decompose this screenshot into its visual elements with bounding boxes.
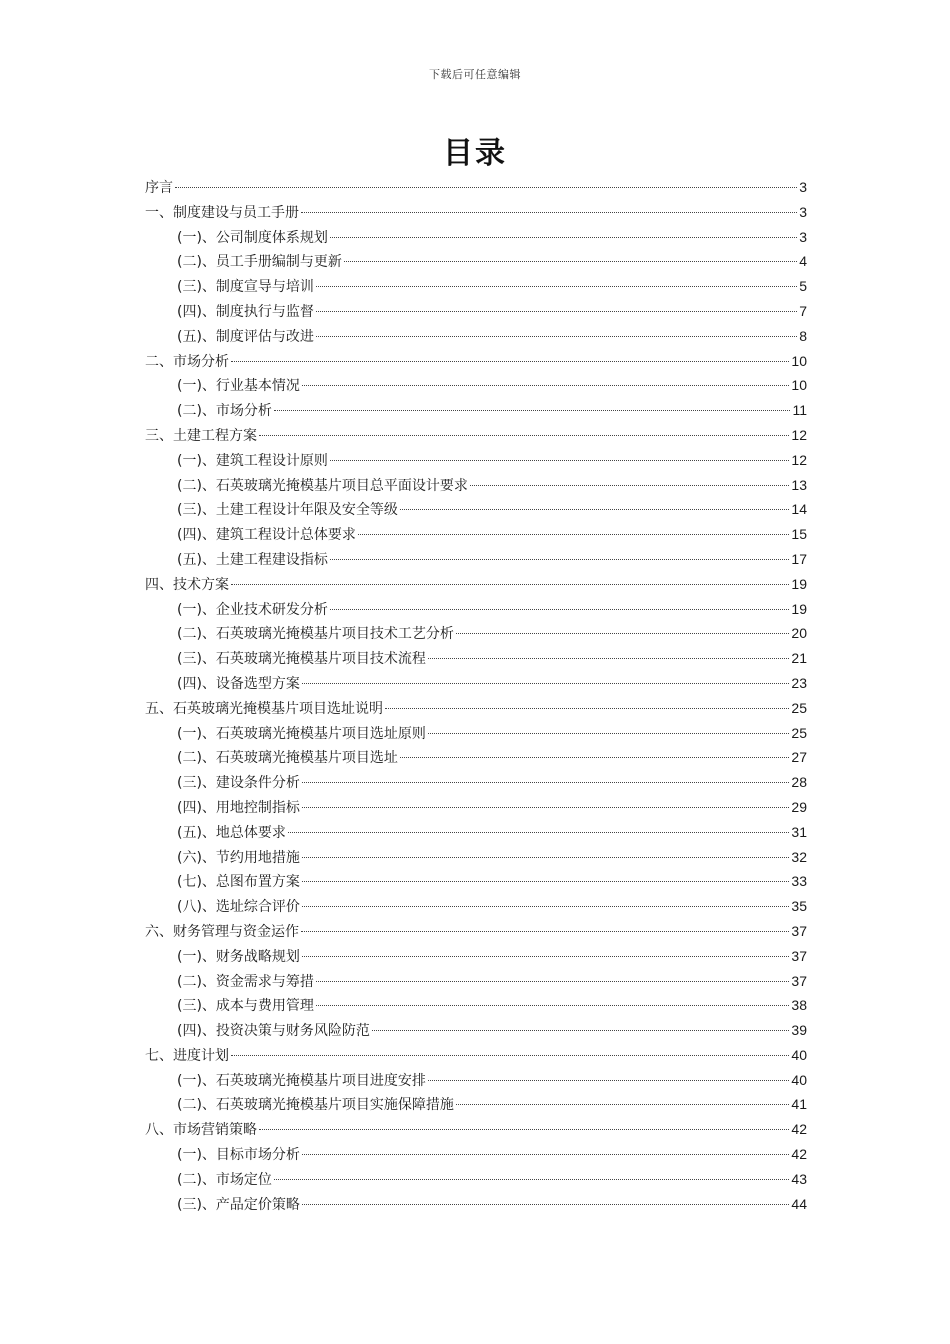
- toc-entry-label: (二)、市场定位: [177, 1171, 272, 1188]
- toc-entry-label: (三)、成本与费用管理: [177, 998, 314, 1015]
- toc-section-entry[interactable]: [145, 820, 807, 845]
- toc-entry-page-number: 41: [791, 1096, 807, 1113]
- toc-entry-label: (八)、选址综合评价: [177, 899, 300, 916]
- toc-entry-label: 八、市场营销策略: [145, 1122, 257, 1139]
- toc-dot-leader: [302, 1154, 789, 1155]
- toc-entry-page-number: 35: [791, 898, 807, 915]
- toc-entry-page-number: 3: [799, 203, 807, 220]
- toc-dot-leader: [302, 385, 789, 386]
- toc-section-entry[interactable]: [145, 869, 807, 894]
- toc-entry-page-number: 33: [791, 873, 807, 890]
- toc-entry-label: (一)、目标市场分析: [177, 1147, 300, 1164]
- toc-section-entry[interactable]: [145, 721, 807, 746]
- toc-chapter-entry[interactable]: [145, 175, 807, 200]
- toc-dot-leader: [231, 1055, 789, 1056]
- toc-entry-page-number: 3: [799, 179, 807, 195]
- toc-dot-leader: [470, 485, 789, 486]
- toc-dot-leader: [428, 1080, 789, 1081]
- toc-entry-page-number: 19: [791, 600, 807, 617]
- toc-entry-page-number: 29: [791, 798, 807, 815]
- toc-dot-leader: [316, 981, 789, 982]
- toc-section-entry[interactable]: [145, 745, 807, 770]
- toc-entry-page-number: 3: [799, 228, 807, 245]
- toc-entry-label: (二)、石英玻璃光掩模基片项目技术工艺分析: [177, 626, 454, 643]
- toc-entry-page-number: 37: [791, 972, 807, 989]
- toc-entry-page-number: 44: [791, 1195, 807, 1212]
- toc-section-entry[interactable]: [145, 597, 807, 622]
- toc-entry-label: (五)、制度评估与改进: [177, 328, 314, 345]
- toc-section-entry[interactable]: [145, 274, 807, 299]
- toc-entry-page-number: 32: [791, 848, 807, 865]
- toc-entry-label: (三)、土建工程设计年限及安全等级: [177, 502, 398, 519]
- toc-dot-leader: [259, 435, 789, 436]
- toc-entry-page-number: 10: [791, 377, 807, 394]
- toc-section-entry[interactable]: [145, 969, 807, 994]
- toc-entry-page-number: 15: [791, 526, 807, 543]
- toc-entry-label: (六)、节约用地措施: [177, 849, 300, 866]
- toc-entry-page-number: 13: [791, 476, 807, 493]
- toc-section-entry[interactable]: [145, 497, 807, 522]
- toc-entry-page-number: 20: [791, 625, 807, 642]
- toc-dot-leader: [302, 857, 789, 858]
- toc-entry-page-number: 25: [791, 724, 807, 741]
- toc-entry-page-number: 40: [791, 1046, 807, 1063]
- toc-dot-leader: [428, 658, 789, 659]
- toc-entry-label: (一)、石英玻璃光掩模基片项目选址原则: [177, 725, 426, 742]
- toc-entry-page-number: 4: [799, 253, 807, 270]
- toc-entry-label: (三)、产品定价策略: [177, 1196, 300, 1213]
- toc-entry-label: (二)、员工手册编制与更新: [177, 254, 342, 271]
- toc-entry-page-number: 28: [791, 774, 807, 791]
- toc-dot-leader: [274, 410, 791, 411]
- toc-dot-leader: [385, 708, 789, 709]
- toc-entry-label: 七、进度计划: [145, 1047, 229, 1064]
- toc-entry-label: (三)、石英玻璃光掩模基片项目技术流程: [177, 651, 426, 668]
- toc-dot-leader: [302, 881, 789, 882]
- toc-section-entry[interactable]: [145, 547, 807, 572]
- toc-entry-label: (三)、建设条件分析: [177, 775, 300, 792]
- toc-chapter-entry[interactable]: [145, 1043, 807, 1068]
- toc-section-entry[interactable]: [145, 324, 807, 349]
- toc-section-entry[interactable]: [145, 894, 807, 919]
- toc-entry-label: (五)、土建工程建设指标: [177, 551, 328, 568]
- toc-entry-page-number: 5: [799, 278, 807, 295]
- toc-dot-leader: [302, 782, 789, 783]
- toc-section-entry[interactable]: [145, 473, 807, 498]
- toc-entry-label: (二)、石英玻璃光掩模基片项目总平面设计要求: [177, 477, 468, 494]
- toc-entry-label: (一)、企业技术研发分析: [177, 601, 328, 618]
- toc-entry-label: (一)、财务战略规划: [177, 948, 300, 965]
- toc-entry-page-number: 8: [799, 327, 807, 344]
- toc-entry-label: 六、财务管理与资金运作: [145, 923, 299, 940]
- toc-entry-label: 四、技术方案: [145, 576, 229, 593]
- toc-entry-page-number: 40: [791, 1071, 807, 1088]
- toc-entry-label: (二)、石英玻璃光掩模基片项目选址: [177, 750, 398, 767]
- toc-entry-label: (七)、总图布置方案: [177, 874, 300, 891]
- toc-entry-label: (一)、公司制度体系规划: [177, 229, 328, 246]
- toc-entry-page-number: 27: [791, 749, 807, 766]
- toc-dot-leader: [231, 584, 789, 585]
- toc-section-entry[interactable]: [145, 944, 807, 969]
- toc-dot-leader: [302, 956, 789, 957]
- toc-chapter-entry[interactable]: [145, 349, 807, 374]
- toc-entry-page-number: 37: [791, 947, 807, 964]
- toc-section-entry[interactable]: [145, 646, 807, 671]
- toc-section-entry[interactable]: [145, 1068, 807, 1093]
- toc-chapter-entry[interactable]: [145, 919, 807, 944]
- toc-dot-leader: [274, 1179, 789, 1180]
- toc-section-entry[interactable]: [145, 225, 807, 250]
- toc-entry-label: (一)、石英玻璃光掩模基片项目进度安排: [177, 1072, 426, 1089]
- toc-dot-leader: [316, 286, 797, 287]
- toc-entry-label: (三)、制度宣导与培训: [177, 279, 314, 296]
- toc-entry-label: (二)、市场分析: [177, 403, 272, 420]
- toc-dot-leader: [316, 336, 797, 337]
- toc-entry-label: (四)、投资决策与财务风险防范: [177, 1023, 370, 1040]
- toc-entry-page-number: 39: [791, 1022, 807, 1039]
- toc-dot-leader: [400, 509, 789, 510]
- toc-section-entry[interactable]: [145, 398, 807, 423]
- toc-entry-page-number: 12: [791, 426, 807, 443]
- toc-dot-leader: [344, 261, 797, 262]
- toc-dot-leader: [330, 237, 797, 238]
- toc-section-entry[interactable]: [145, 448, 807, 473]
- toc-section-entry[interactable]: [145, 1092, 807, 1117]
- toc-entry-page-number: 37: [791, 922, 807, 939]
- toc-entry-label: 五、石英玻璃光掩模基片项目选址说明: [145, 700, 383, 717]
- toc-section-entry[interactable]: [145, 795, 807, 820]
- toc-entry-page-number: 31: [791, 823, 807, 840]
- toc-dot-leader: [330, 559, 789, 560]
- toc-entry-page-number: 42: [791, 1121, 807, 1138]
- toc-entry-page-number: 14: [791, 501, 807, 518]
- toc-chapter-entry[interactable]: [145, 696, 807, 721]
- toc-section-entry[interactable]: [145, 671, 807, 696]
- toc-entry-label: (二)、石英玻璃光掩模基片项目实施保障措施: [177, 1097, 454, 1114]
- toc-entry-label: (二)、资金需求与筹措: [177, 973, 314, 990]
- table-of-contents: [145, 175, 807, 1216]
- toc-chapter-entry[interactable]: [145, 572, 807, 597]
- toc-chapter-entry[interactable]: [145, 423, 807, 448]
- toc-entry-label: 二、市场分析: [145, 353, 229, 370]
- toc-entry-page-number: 43: [791, 1170, 807, 1187]
- toc-dot-leader: [288, 832, 789, 833]
- toc-section-entry[interactable]: [145, 1167, 807, 1192]
- toc-entry-label: 一、制度建设与员工手册: [145, 204, 299, 221]
- toc-entry-label: (四)、建筑工程设计总体要求: [177, 527, 356, 544]
- toc-dot-leader: [301, 212, 797, 213]
- toc-dot-leader: [358, 534, 789, 535]
- header-note: 下载后可任意编辑: [429, 68, 521, 81]
- toc-entry-page-number: 21: [791, 650, 807, 667]
- toc-entry-label: 序言: [145, 180, 173, 196]
- toc-entry-page-number: 12: [791, 451, 807, 468]
- toc-entry-label: (五)、地总体要求: [177, 824, 286, 841]
- toc-dot-leader: [372, 1030, 789, 1031]
- toc-entry-label: (一)、建筑工程设计原则: [177, 452, 328, 469]
- toc-dot-leader: [428, 733, 789, 734]
- toc-dot-leader: [231, 361, 789, 362]
- toc-section-entry[interactable]: [145, 845, 807, 870]
- toc-entry-page-number: 25: [791, 699, 807, 716]
- toc-entry-label: (四)、用地控制指标: [177, 799, 300, 816]
- toc-dot-leader: [316, 311, 797, 312]
- toc-section-entry[interactable]: [145, 993, 807, 1018]
- toc-dot-leader: [302, 906, 789, 907]
- toc-entry-page-number: 38: [791, 997, 807, 1014]
- toc-entry-page-number: 19: [791, 575, 807, 592]
- toc-dot-leader: [330, 460, 789, 461]
- toc-dot-leader: [456, 633, 789, 634]
- toc-section-entry[interactable]: [145, 621, 807, 646]
- toc-entry-label: (一)、行业基本情况: [177, 378, 300, 395]
- toc-dot-leader: [259, 1129, 789, 1130]
- toc-section-entry[interactable]: [145, 249, 807, 274]
- toc-dot-leader: [302, 683, 789, 684]
- toc-chapter-entry[interactable]: [145, 1117, 807, 1142]
- toc-dot-leader: [330, 609, 789, 610]
- toc-section-entry[interactable]: [145, 373, 807, 398]
- toc-entry-page-number: 42: [791, 1146, 807, 1163]
- page-title: 目录: [443, 136, 507, 171]
- toc-entry-page-number: 17: [791, 550, 807, 567]
- toc-entry-page-number: 7: [799, 302, 807, 319]
- toc-section-entry[interactable]: [145, 299, 807, 324]
- toc-chapter-entry[interactable]: [145, 200, 807, 225]
- toc-entry-label: 三、土建工程方案: [145, 427, 257, 444]
- toc-section-entry[interactable]: [145, 1192, 807, 1217]
- toc-dot-leader: [302, 807, 789, 808]
- toc-section-entry[interactable]: [145, 1142, 807, 1167]
- toc-entry-page-number: 10: [791, 352, 807, 369]
- toc-entry-label: (四)、设备选型方案: [177, 675, 300, 692]
- toc-dot-leader: [456, 1104, 789, 1105]
- toc-section-entry[interactable]: [145, 770, 807, 795]
- toc-dot-leader: [316, 1005, 789, 1006]
- toc-dot-leader: [301, 931, 789, 932]
- toc-entry-page-number: 23: [791, 674, 807, 691]
- toc-section-entry[interactable]: [145, 1018, 807, 1043]
- toc-dot-leader: [175, 187, 797, 188]
- toc-dot-leader: [400, 757, 789, 758]
- toc-entry-label: (四)、制度执行与监督: [177, 303, 314, 320]
- toc-section-entry[interactable]: [145, 522, 807, 547]
- toc-dot-leader: [302, 1204, 789, 1205]
- toc-entry-page-number: 11: [792, 402, 807, 419]
